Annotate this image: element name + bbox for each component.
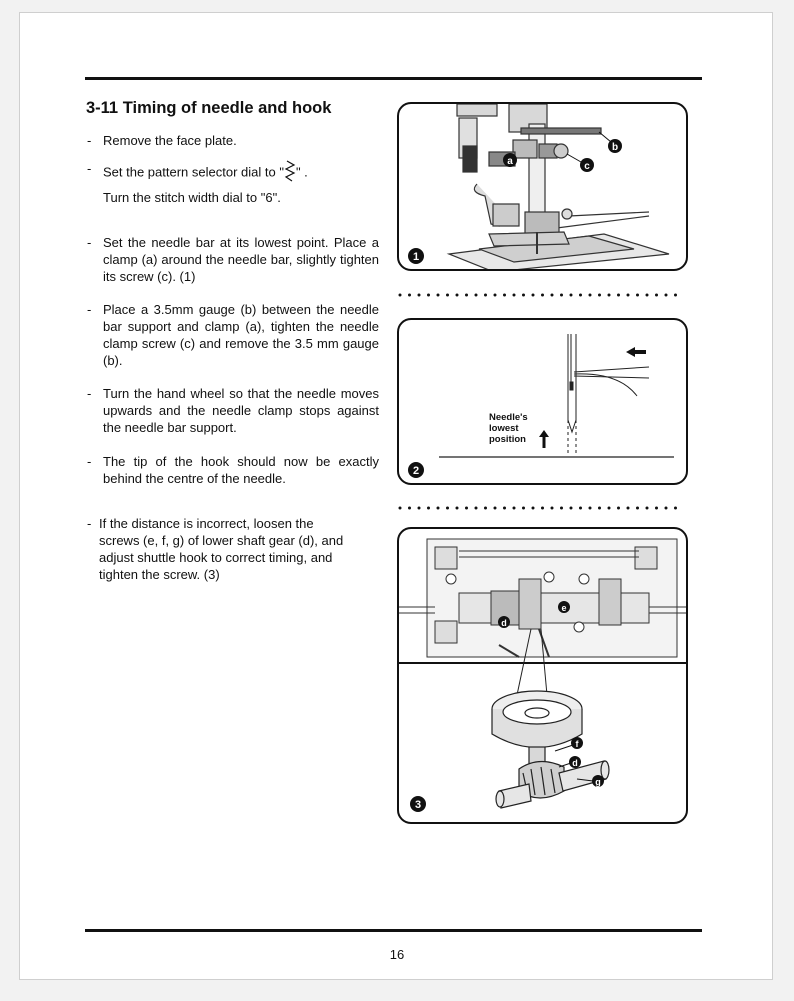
svg-text:d: d [572,758,578,768]
step-set-selector [87,160,379,186]
step-distance [87,515,357,583]
svg-text:2: 2 [412,465,420,477]
callout-a [503,153,517,167]
callout-c [567,154,594,172]
step-hand-wheel [87,385,379,436]
step-dash: - [87,133,92,148]
hook-direction-arrow [626,347,646,357]
dotted-separator [397,505,688,511]
needle-position-illustration [399,320,688,485]
dotted-separator [397,292,688,298]
svg-text:3: 3 [414,799,422,811]
svg-text:b: b [611,142,619,153]
callout-d-top [498,616,510,628]
svg-text:d: d [501,618,507,628]
section-title: 3-11 Timing of needle and hook [86,99,332,117]
step-dash: - [87,235,92,250]
step-text: The tip of the hook should now be exactly behind the centre of the needle. [103,454,379,486]
figure-number-badge [408,462,424,478]
figure-1-needle-clamp [397,102,688,271]
svg-text:c: c [584,161,590,172]
svg-text:1: 1 [412,251,420,263]
step-dash: - [87,454,92,469]
svg-text:g: g [595,777,601,787]
callout-d-bottom [559,756,581,768]
step-text: If the distance is incorrect, loosen the screws (e, f, g) of lower shaft gear (d), and adjust shuttle hook to correct timing, and tighten the screw. (3) [99,516,344,582]
step-text: Turn the hand wheel so that the needle moves upwards and the needle clamp stops against the needle bar support. [103,386,379,435]
step-dash: - [87,161,92,176]
callout-e-top [558,601,570,613]
up-arrow-icon [539,430,549,448]
step-dash: - [87,516,92,531]
svg-text:f: f [575,739,579,749]
svg-text:a: a [507,156,513,167]
footer-rule [85,929,702,932]
step-dash: - [87,302,92,317]
step-needle-bar [87,234,379,285]
zigzag-stitch-icon [284,160,296,186]
header-rule [85,77,702,80]
figure-number-badge [408,248,424,264]
step-remove-face-plate [87,132,379,149]
shuttle-hook-illustration [399,529,688,824]
callout-b [599,132,622,153]
step-text: Place a 3.5mm gauge (b) between the needle bar support and clamp (a), tighten the needle clamp screw (c) and remove the 3.5 mm gauge (b). [103,302,379,368]
figure-3-shuttle-hook [397,527,688,824]
step-text: Remove the face plate. [103,133,237,148]
step-hook-tip [87,453,379,487]
step-stitch-width: Turn the stitch width dial to "6". [103,190,281,205]
needle-bar-illustration [399,104,688,271]
step-gauge [87,301,379,369]
needle-position-caption: Needle's lowest position [489,412,528,445]
figure-number-badge [410,796,426,812]
svg-text:e: e [561,603,567,613]
step-dash: - [87,386,92,401]
step-text-before: Set the pattern selector dial to " [103,164,284,180]
page-number: 16 [389,947,405,962]
figure-2-needle-position [397,318,688,485]
step-text: Set the needle bar at its lowest point. Place a clamp (a) around the needle bar, slightly tighten its screw (c). (1) [103,235,379,284]
step-text-after: " . [295,164,308,180]
